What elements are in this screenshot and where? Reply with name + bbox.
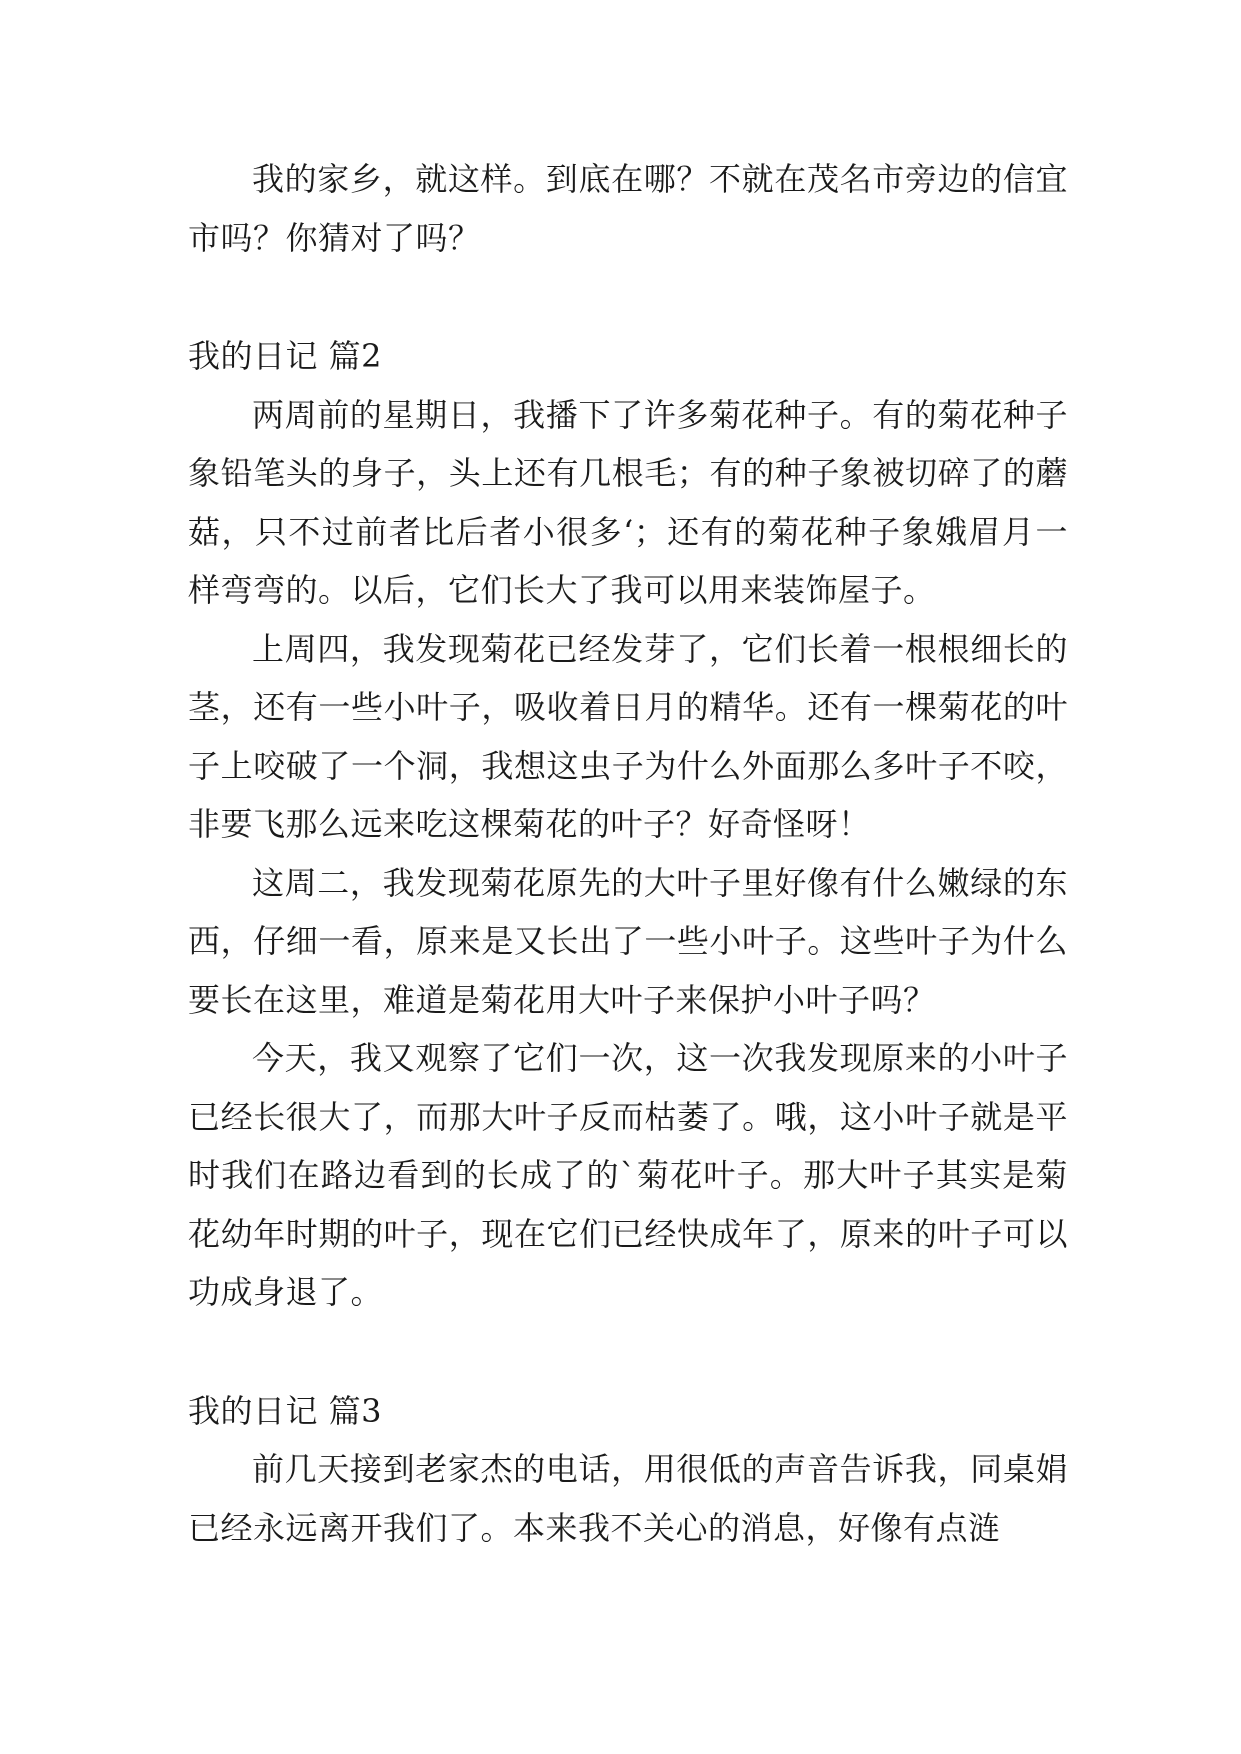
section-spacer bbox=[188, 1322, 1068, 1382]
document-body bbox=[188, 150, 1068, 1557]
section-heading-3: 我的日记 篇3 bbox=[188, 1391, 383, 1430]
paragraph-today-observation: 今天，我又观察了它们一次，这一次我发现原来的小叶子已经长很大了，而那大叶子反而枯萎了。哦，这小叶子就是平时我们在路边看到的长成了的`菊花叶子。那大叶子其实是菊花幼年时期的叶子，现在它们已经快成年了，原来的叶子可以功成身退了。 bbox=[188, 1039, 1068, 1311]
paragraph-seeds: 两周前的星期日，我播下了许多菊花种子。有的菊花种子象铅笔头的身子，头上还有几根毛；有的种子象被切碎了的蘑菇，只不过前者比后者小很多‘；还有的菊花种子象娥眉月一样弯弯的。以后，它们长大了我可以用来装饰屋子。 bbox=[188, 395, 1068, 609]
paragraph-hometown-ending: 我的家乡，就这样。到底在哪？不就在茂名市旁边的信宜市吗？你猜对了吗？ bbox=[188, 160, 1068, 257]
paragraph-new-leaves: 这周二，我发现菊花原先的大叶子里好像有什么嫩绿的东西，仔细一看，原来是又长出了一些小叶子。这些叶子为什么要长在这里，难道是菊花用大叶子来保护小叶子吗？ bbox=[188, 863, 1068, 1019]
section-spacer bbox=[188, 267, 1068, 327]
paragraph-phone-call: 前几天接到老家杰的电话，用很低的声音告诉我，同桌娟已经永远离开我们了。本来我不关心的消息，好像有点涟 bbox=[188, 1450, 1068, 1547]
paragraph-sprouting: 上周四，我发现菊花已经发芽了，它们长着一根根细长的茎，还有一些小叶子，吸收着日月的精华。还有一棵菊花的叶子上咬破了一个洞，我想这虫子为什么外面那么多叶子不咬，非要飞那么远来吃这棵菊花的叶子？好奇怪呀！ bbox=[188, 629, 1068, 843]
section-heading-2: 我的日记 篇2 bbox=[188, 337, 383, 375]
